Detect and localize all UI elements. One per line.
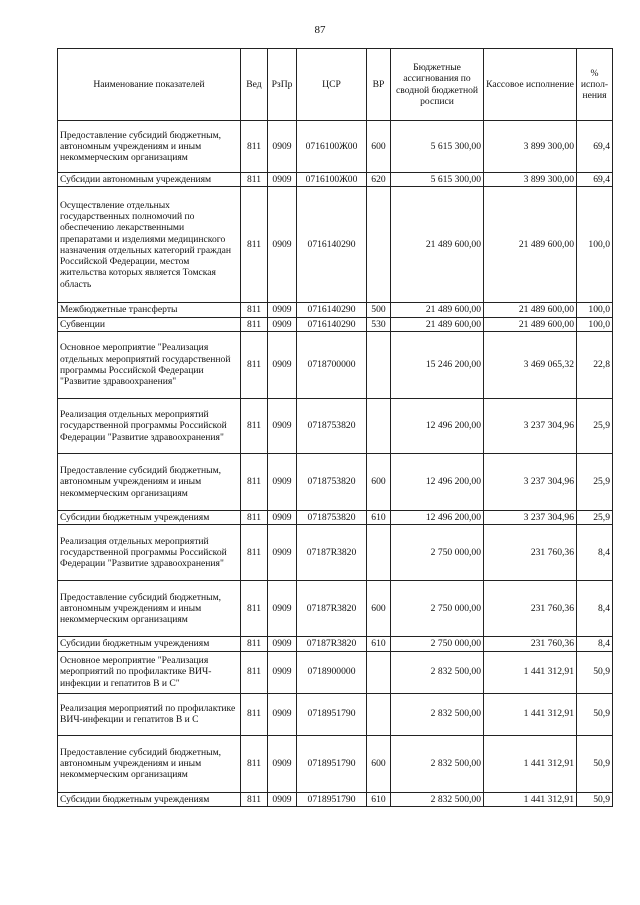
row-rzpr: 0909 (268, 693, 297, 735)
row-name: Основное мероприятие "Реализация мероприятий по профилактике ВИЧ-инфекции и гепатитов В и С" (58, 651, 241, 693)
row-ved: 811 (241, 317, 268, 331)
row-name: Субсидии бюджетным учреждениям (58, 637, 241, 651)
row-budget: 15 246 200,00 (391, 331, 484, 398)
row-ved: 811 (241, 453, 268, 510)
row-rzpr: 0909 (268, 735, 297, 792)
row-ved: 811 (241, 792, 268, 806)
row-csr: 07187R3820 (297, 637, 367, 651)
table-row (58, 637, 613, 651)
header-rzpr: РзПр (268, 49, 297, 121)
row-ved: 811 (241, 187, 268, 303)
row-ved: 811 (241, 693, 268, 735)
row-ved: 811 (241, 331, 268, 398)
row-vr (367, 398, 391, 453)
row-csr: 0718753820 (297, 510, 367, 524)
table-row (58, 525, 613, 581)
row-ved: 811 (241, 525, 268, 581)
row-cash: 231 760,36 (484, 581, 577, 637)
row-pct: 69,4 (577, 121, 613, 173)
row-vr: 610 (367, 510, 391, 524)
row-cash: 21 489 600,00 (484, 187, 577, 303)
row-rzpr: 0909 (268, 398, 297, 453)
row-pct: 8,4 (577, 637, 613, 651)
header-name: Наименование показателей (58, 49, 241, 121)
row-rzpr: 0909 (268, 121, 297, 173)
table-row (58, 792, 613, 806)
table-row (58, 735, 613, 792)
row-vr (367, 525, 391, 581)
row-budget: 2 750 000,00 (391, 637, 484, 651)
page-number: 87 (314, 24, 326, 36)
row-ved: 811 (241, 735, 268, 792)
table-row (58, 121, 613, 173)
table-row (58, 693, 613, 735)
row-budget: 2 832 500,00 (391, 792, 484, 806)
row-csr: 0718700000 (297, 331, 367, 398)
row-pct: 100,0 (577, 303, 613, 317)
table-row (58, 398, 613, 453)
row-csr: 0718951790 (297, 735, 367, 792)
row-name: Осуществление отдельных государственных полномочий по обеспечению лекарственными препаратами и изделиями медицинского назначения отдельных категорий граждан Российской Федерации, местом жительства которых является Томская область (58, 187, 241, 303)
header-csr: ЦСР (297, 49, 367, 121)
row-budget: 5 615 300,00 (391, 173, 484, 187)
row-rzpr: 0909 (268, 581, 297, 637)
row-csr: 0718900000 (297, 651, 367, 693)
row-pct: 25,9 (577, 510, 613, 524)
row-cash: 21 489 600,00 (484, 317, 577, 331)
row-name: Субвенции (58, 317, 241, 331)
row-vr: 530 (367, 317, 391, 331)
table-row (58, 510, 613, 524)
row-cash: 3 237 304,96 (484, 510, 577, 524)
row-budget: 2 832 500,00 (391, 693, 484, 735)
row-name: Субсидии бюджетным учреждениям (58, 510, 241, 524)
row-csr: 0716100Ж00 (297, 173, 367, 187)
table-row (58, 651, 613, 693)
row-pct: 100,0 (577, 187, 613, 303)
row-csr: 07187R3820 (297, 581, 367, 637)
row-pct: 50,9 (577, 651, 613, 693)
row-vr (367, 331, 391, 398)
row-csr: 0718753820 (297, 398, 367, 453)
row-rzpr: 0909 (268, 317, 297, 331)
row-name: Межбюджетные трансферты (58, 303, 241, 317)
row-name: Основное мероприятие "Реализация отдельных мероприятий государственной программы Российской Федерации "Развитие здравоохранения" (58, 331, 241, 398)
row-rzpr: 0909 (268, 637, 297, 651)
header-cash: Кассовое исполнение (484, 49, 577, 121)
table-row (58, 187, 613, 303)
row-rzpr: 0909 (268, 331, 297, 398)
row-vr (367, 187, 391, 303)
row-pct: 8,4 (577, 525, 613, 581)
row-rzpr: 0909 (268, 651, 297, 693)
row-budget: 5 615 300,00 (391, 121, 484, 173)
table-row (58, 303, 613, 317)
row-budget: 12 496 200,00 (391, 510, 484, 524)
row-cash: 231 760,36 (484, 525, 577, 581)
table-row (58, 331, 613, 398)
table-row (58, 453, 613, 510)
table-header-row (58, 49, 613, 121)
row-pct: 22,8 (577, 331, 613, 398)
row-name: Предоставление субсидий бюджетным, автономным учреждениям и иным некоммерческим организациям (58, 735, 241, 792)
row-pct: 8,4 (577, 581, 613, 637)
header-budget: Бюджетные ассигнования по сводной бюджетной росписи (391, 49, 484, 121)
row-budget: 2 832 500,00 (391, 651, 484, 693)
row-cash: 3 899 300,00 (484, 173, 577, 187)
row-name: Реализация отдельных мероприятий государственной программы Российской Федерации "Развитие здравоохранения" (58, 398, 241, 453)
row-name: Субсидии автономным учреждениям (58, 173, 241, 187)
row-vr: 610 (367, 637, 391, 651)
budget-table (57, 48, 613, 807)
row-ved: 811 (241, 173, 268, 187)
row-vr (367, 693, 391, 735)
row-ved: 811 (241, 121, 268, 173)
row-rzpr: 0909 (268, 792, 297, 806)
table-body (58, 121, 613, 807)
row-budget: 2 750 000,00 (391, 581, 484, 637)
row-name: Предоставление субсидий бюджетным, автономным учреждениям и иным некоммерческим организациям (58, 453, 241, 510)
row-pct: 100,0 (577, 317, 613, 331)
row-rzpr: 0909 (268, 173, 297, 187)
row-name: Предоставление субсидий бюджетным, автономным учреждениям и иным некоммерческим организациям (58, 121, 241, 173)
row-budget: 2 832 500,00 (391, 735, 484, 792)
row-ved: 811 (241, 581, 268, 637)
row-pct: 69,4 (577, 173, 613, 187)
row-rzpr: 0909 (268, 187, 297, 303)
row-ved: 811 (241, 510, 268, 524)
row-cash: 1 441 312,91 (484, 651, 577, 693)
row-rzpr: 0909 (268, 510, 297, 524)
header-ved: Вед (241, 49, 268, 121)
row-cash: 1 441 312,91 (484, 792, 577, 806)
row-budget: 12 496 200,00 (391, 453, 484, 510)
row-csr: 07187R3820 (297, 525, 367, 581)
row-csr: 0716140290 (297, 317, 367, 331)
row-vr: 600 (367, 581, 391, 637)
row-ved: 811 (241, 398, 268, 453)
row-budget: 21 489 600,00 (391, 303, 484, 317)
row-name: Реализация мероприятий по профилактике ВИЧ-инфекции и гепатитов В и С (58, 693, 241, 735)
table-row (58, 317, 613, 331)
row-cash: 3 469 065,32 (484, 331, 577, 398)
row-pct: 50,9 (577, 792, 613, 806)
row-rzpr: 0909 (268, 303, 297, 317)
row-vr: 620 (367, 173, 391, 187)
row-ved: 811 (241, 651, 268, 693)
row-csr: 0716100Ж00 (297, 121, 367, 173)
row-vr: 610 (367, 792, 391, 806)
row-vr (367, 651, 391, 693)
row-csr: 0718951790 (297, 792, 367, 806)
row-ved: 811 (241, 637, 268, 651)
row-pct: 25,9 (577, 398, 613, 453)
row-csr: 0718753820 (297, 453, 367, 510)
row-budget: 21 489 600,00 (391, 187, 484, 303)
row-vr: 500 (367, 303, 391, 317)
row-rzpr: 0909 (268, 453, 297, 510)
row-budget: 12 496 200,00 (391, 398, 484, 453)
row-pct: 25,9 (577, 453, 613, 510)
table-row (58, 581, 613, 637)
header-vr: ВР (367, 49, 391, 121)
row-cash: 21 489 600,00 (484, 303, 577, 317)
row-budget: 2 750 000,00 (391, 525, 484, 581)
row-ved: 811 (241, 303, 268, 317)
row-vr: 600 (367, 453, 391, 510)
row-pct: 50,9 (577, 693, 613, 735)
row-name: Предоставление субсидий бюджетным, автономным учреждениям и иным некоммерческим организациям (58, 581, 241, 637)
row-pct: 50,9 (577, 735, 613, 792)
row-name: Субсидии бюджетным учреждениям (58, 792, 241, 806)
table-row (58, 173, 613, 187)
row-rzpr: 0909 (268, 525, 297, 581)
row-name: Реализация отдельных мероприятий государственной программы Российской Федерации "Развитие здравоохранения" (58, 525, 241, 581)
row-cash: 1 441 312,91 (484, 735, 577, 792)
row-cash: 3 237 304,96 (484, 453, 577, 510)
row-budget: 21 489 600,00 (391, 317, 484, 331)
row-csr: 0718951790 (297, 693, 367, 735)
row-cash: 1 441 312,91 (484, 693, 577, 735)
row-cash: 231 760,36 (484, 637, 577, 651)
row-cash: 3 237 304,96 (484, 398, 577, 453)
header-pct: % испол-нения (577, 49, 613, 121)
row-csr: 0716140290 (297, 187, 367, 303)
row-csr: 0716140290 (297, 303, 367, 317)
row-vr: 600 (367, 121, 391, 173)
row-cash: 3 899 300,00 (484, 121, 577, 173)
row-vr: 600 (367, 735, 391, 792)
